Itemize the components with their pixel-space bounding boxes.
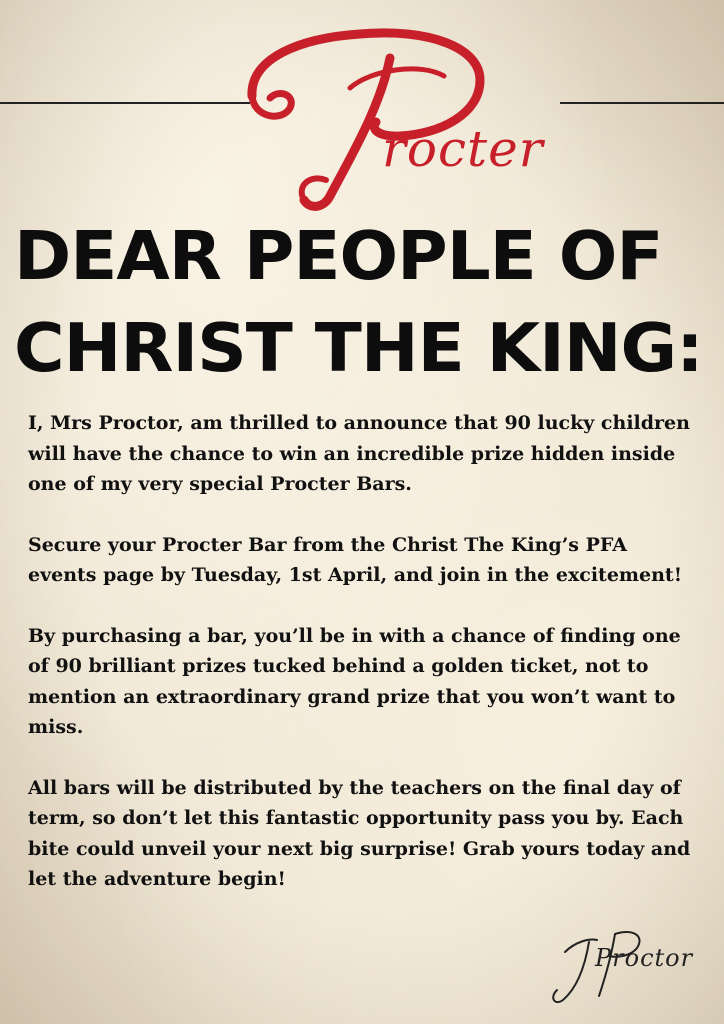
paragraph-announcement: I, Mrs Proctor, am thrilled to announce that 90 lucky children will have the chance to win an incredible prize hidden inside one of my very special Procter Bars.	[28, 412, 690, 495]
procter-logo-p-glyph	[230, 18, 590, 218]
headline-line-1: DEAR PEOPLE OF	[14, 217, 663, 295]
header-rule-left	[0, 102, 250, 104]
signature-text: Proctor	[595, 944, 694, 972]
procter-logo	[230, 18, 590, 218]
headline	[14, 210, 724, 394]
paragraph-distribution: All bars will be distributed by the teachers on the final day of term, so don’t let this fantastic opportunity pass you by. Each bite could unveil your next big surprise! Grab yours today and let the adventure begin!	[28, 776, 691, 890]
headline-line-2: CHRIST THE KING:	[14, 309, 703, 387]
paragraph-secure: Secure your Procter Bar from the Christ The King’s PFA events page by Tuesday, 1st April, and join in the excitement!	[28, 533, 683, 586]
letter-body	[28, 408, 698, 925]
paragraph-prizes: By purchasing a bar, you’ll be in with a chance of finding one of 90 brilliant prizes tucked behind a golden ticket, not to mention an extraordinary grand prize that you won’t want to miss.	[28, 624, 681, 738]
procter-logo-text: rocter	[382, 120, 544, 178]
